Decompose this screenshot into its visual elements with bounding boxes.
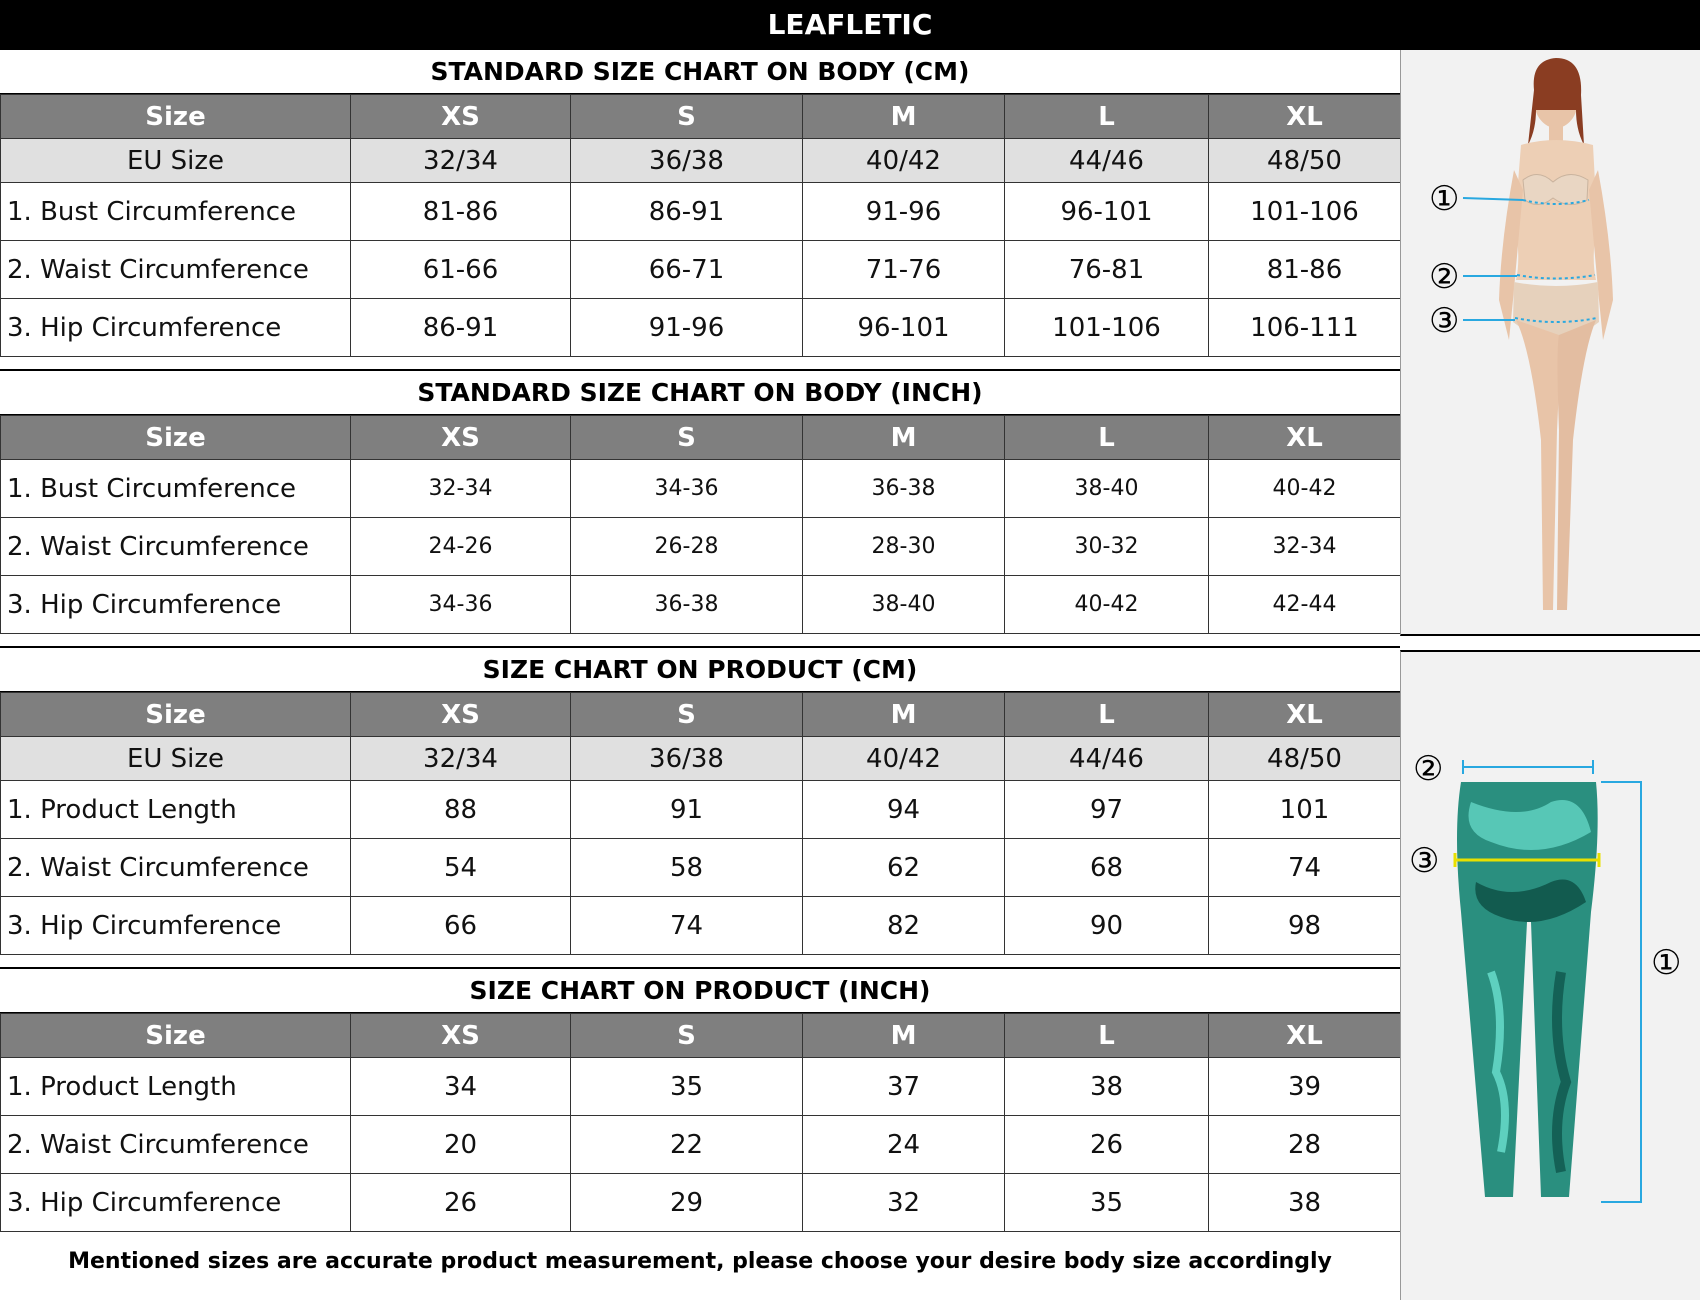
table-cell: 32/34 [351, 737, 571, 781]
table-cell: 48/50 [1209, 139, 1401, 183]
table-cell: 32 [803, 1174, 1005, 1232]
table-cell: 22 [571, 1116, 803, 1174]
size-table [0, 415, 1401, 634]
chart-product-inch [0, 969, 1400, 1292]
table-cell: 34-36 [571, 460, 803, 518]
table-header-row [1, 416, 1401, 460]
table-header-row [1, 1014, 1401, 1058]
table-header-row [1, 693, 1401, 737]
section-divider [0, 357, 1400, 371]
row-label: 2. Waist Circumference [1, 839, 351, 897]
row-label: 2. Waist Circumference [1, 518, 351, 576]
table-cell: 20 [351, 1116, 571, 1174]
table-cell: 28 [1209, 1116, 1401, 1174]
table-cell: 66-71 [571, 241, 803, 299]
row-label: 3. Hip Circumference [1, 299, 351, 357]
marker-1-icon: ① [1651, 943, 1682, 983]
row-label: 1. Bust Circumference [1, 183, 351, 241]
table-cell: 96-101 [803, 299, 1005, 357]
header-cell: XL [1209, 693, 1401, 737]
chart-body-cm [0, 50, 1400, 371]
table-row [1, 576, 1401, 634]
table-cell: 94 [803, 781, 1005, 839]
table-cell: 26-28 [571, 518, 803, 576]
table-cell: 36/38 [571, 737, 803, 781]
table-cell: 26 [1005, 1116, 1209, 1174]
header-cell: XS [351, 1014, 571, 1058]
eu-size-row [1, 139, 1401, 183]
table-row [1, 781, 1401, 839]
table-cell: 44/46 [1005, 737, 1209, 781]
header-cell: S [571, 416, 803, 460]
header-cell: S [571, 693, 803, 737]
table-cell: 68 [1005, 839, 1209, 897]
header-cell: XL [1209, 1014, 1401, 1058]
table-row [1, 1058, 1401, 1116]
table-cell: 38 [1005, 1058, 1209, 1116]
header-cell: XL [1209, 95, 1401, 139]
table-cell: 32-34 [351, 460, 571, 518]
header-cell: XS [351, 693, 571, 737]
table-row [1, 1116, 1401, 1174]
header-cell: XS [351, 95, 571, 139]
header-cell: XL [1209, 416, 1401, 460]
table-cell: 90 [1005, 897, 1209, 955]
header-cell: Size [1, 1014, 351, 1058]
table-cell: 66 [351, 897, 571, 955]
model-figure-icon [1499, 58, 1613, 610]
table-cell: 74 [571, 897, 803, 955]
marker-1-icon: ① [1429, 179, 1460, 219]
table-cell: 76-81 [1005, 241, 1209, 299]
footnote: Mentioned sizes are accurate product measurement, please choose your desire body size accordingly [68, 1249, 1332, 1274]
table-cell: 101-106 [1209, 183, 1401, 241]
body-illustration [1401, 50, 1699, 634]
table-cell: 81-86 [351, 183, 571, 241]
header-cell: M [803, 416, 1005, 460]
table-row [1, 897, 1401, 955]
table-cell: 38 [1209, 1174, 1401, 1232]
header-cell: L [1005, 1014, 1209, 1058]
size-table [0, 1013, 1401, 1232]
table-cell: 32-34 [1209, 518, 1401, 576]
table-cell: 71-76 [803, 241, 1005, 299]
marker-3-icon: ③ [1409, 841, 1440, 881]
chart-title: SIZE CHART ON PRODUCT (INCH) [0, 969, 1400, 1013]
header-cell: Size [1, 95, 351, 139]
header-cell: M [803, 693, 1005, 737]
table-cell: 38-40 [1005, 460, 1209, 518]
marker-2-icon: ② [1413, 749, 1444, 789]
chart-product-cm [0, 648, 1400, 969]
table-cell: 38-40 [803, 576, 1005, 634]
table-cell: 40-42 [1005, 576, 1209, 634]
table-cell: 62 [803, 839, 1005, 897]
product-illustration [1401, 652, 1699, 1300]
table-cell: 86-91 [571, 183, 803, 241]
row-label: 3. Hip Circumference [1, 1174, 351, 1232]
table-cell: 34-36 [351, 576, 571, 634]
header-cell: S [571, 95, 803, 139]
table-row [1, 839, 1401, 897]
table-cell: 36-38 [571, 576, 803, 634]
table-cell: 106-111 [1209, 299, 1401, 357]
table-cell: 101-106 [1005, 299, 1209, 357]
table-cell: 42-44 [1209, 576, 1401, 634]
table-cell: 39 [1209, 1058, 1401, 1116]
table-row [1, 183, 1401, 241]
table-cell: 44/46 [1005, 139, 1209, 183]
header-cell: L [1005, 416, 1209, 460]
table-row [1, 299, 1401, 357]
table-cell: 74 [1209, 839, 1401, 897]
header-cell: L [1005, 693, 1209, 737]
table-row [1, 241, 1401, 299]
chart-title: STANDARD SIZE CHART ON BODY (CM) [0, 50, 1400, 94]
table-cell: 91-96 [803, 183, 1005, 241]
table-cell: 35 [1005, 1174, 1209, 1232]
row-label: 1. Product Length [1, 781, 351, 839]
table-cell: 35 [571, 1058, 803, 1116]
table-row [1, 460, 1401, 518]
header-cell: XS [351, 416, 571, 460]
table-cell: 24-26 [351, 518, 571, 576]
row-label: 2. Waist Circumference [1, 241, 351, 299]
header-cell: M [803, 95, 1005, 139]
marker-3-icon: ③ [1429, 301, 1460, 341]
table-cell: 40/42 [803, 737, 1005, 781]
eu-size-row [1, 737, 1401, 781]
section-divider [0, 955, 1400, 969]
section-divider [0, 634, 1400, 648]
table-cell: 30-32 [1005, 518, 1209, 576]
table-cell: 36-38 [803, 460, 1005, 518]
table-cell: 98 [1209, 897, 1401, 955]
chart-title: STANDARD SIZE CHART ON BODY (INCH) [0, 371, 1400, 415]
table-cell: 40-42 [1209, 460, 1401, 518]
table-cell: 97 [1005, 781, 1209, 839]
product-measurement-panel [1400, 650, 1700, 1300]
chart-title: SIZE CHART ON PRODUCT (CM) [0, 648, 1400, 692]
row-label: 2. Waist Circumference [1, 1116, 351, 1174]
table-row [1, 1174, 1401, 1232]
table-cell: 28-30 [803, 518, 1005, 576]
table-cell: 32/34 [351, 139, 571, 183]
table-cell: 26 [351, 1174, 571, 1232]
header-cell: M [803, 1014, 1005, 1058]
table-cell: 29 [571, 1174, 803, 1232]
row-label: 1. Product Length [1, 1058, 351, 1116]
table-cell: 91-96 [571, 299, 803, 357]
table-cell: 58 [571, 839, 803, 897]
table-cell: 36/38 [571, 139, 803, 183]
table-cell: EU Size [1, 737, 351, 781]
size-charts [0, 50, 1400, 1292]
brand-banner: LEAFLETIC [0, 0, 1700, 50]
marker-2-icon: ② [1429, 257, 1460, 297]
legging-icon [1457, 782, 1598, 1197]
body-measurement-panel [1400, 50, 1700, 636]
size-table [0, 692, 1401, 955]
table-cell: 91 [571, 781, 803, 839]
table-header-row [1, 95, 1401, 139]
table-cell: 37 [803, 1058, 1005, 1116]
panel-divider [1400, 636, 1700, 650]
table-cell: 48/50 [1209, 737, 1401, 781]
table-cell: 61-66 [351, 241, 571, 299]
row-label: 3. Hip Circumference [1, 576, 351, 634]
table-cell: EU Size [1, 139, 351, 183]
table-cell: 24 [803, 1116, 1005, 1174]
chart-body-inch [0, 371, 1400, 648]
table-row [1, 518, 1401, 576]
table-cell: 82 [803, 897, 1005, 955]
table-cell: 40/42 [803, 139, 1005, 183]
table-cell: 86-91 [351, 299, 571, 357]
header-cell: L [1005, 95, 1209, 139]
header-cell: Size [1, 693, 351, 737]
row-label: 3. Hip Circumference [1, 897, 351, 955]
table-cell: 88 [351, 781, 571, 839]
header-cell: Size [1, 416, 351, 460]
size-table [0, 94, 1401, 357]
row-label: 1. Bust Circumference [1, 460, 351, 518]
table-cell: 34 [351, 1058, 571, 1116]
table-cell: 54 [351, 839, 571, 897]
table-cell: 96-101 [1005, 183, 1209, 241]
table-cell: 81-86 [1209, 241, 1401, 299]
header-cell: S [571, 1014, 803, 1058]
table-cell: 101 [1209, 781, 1401, 839]
